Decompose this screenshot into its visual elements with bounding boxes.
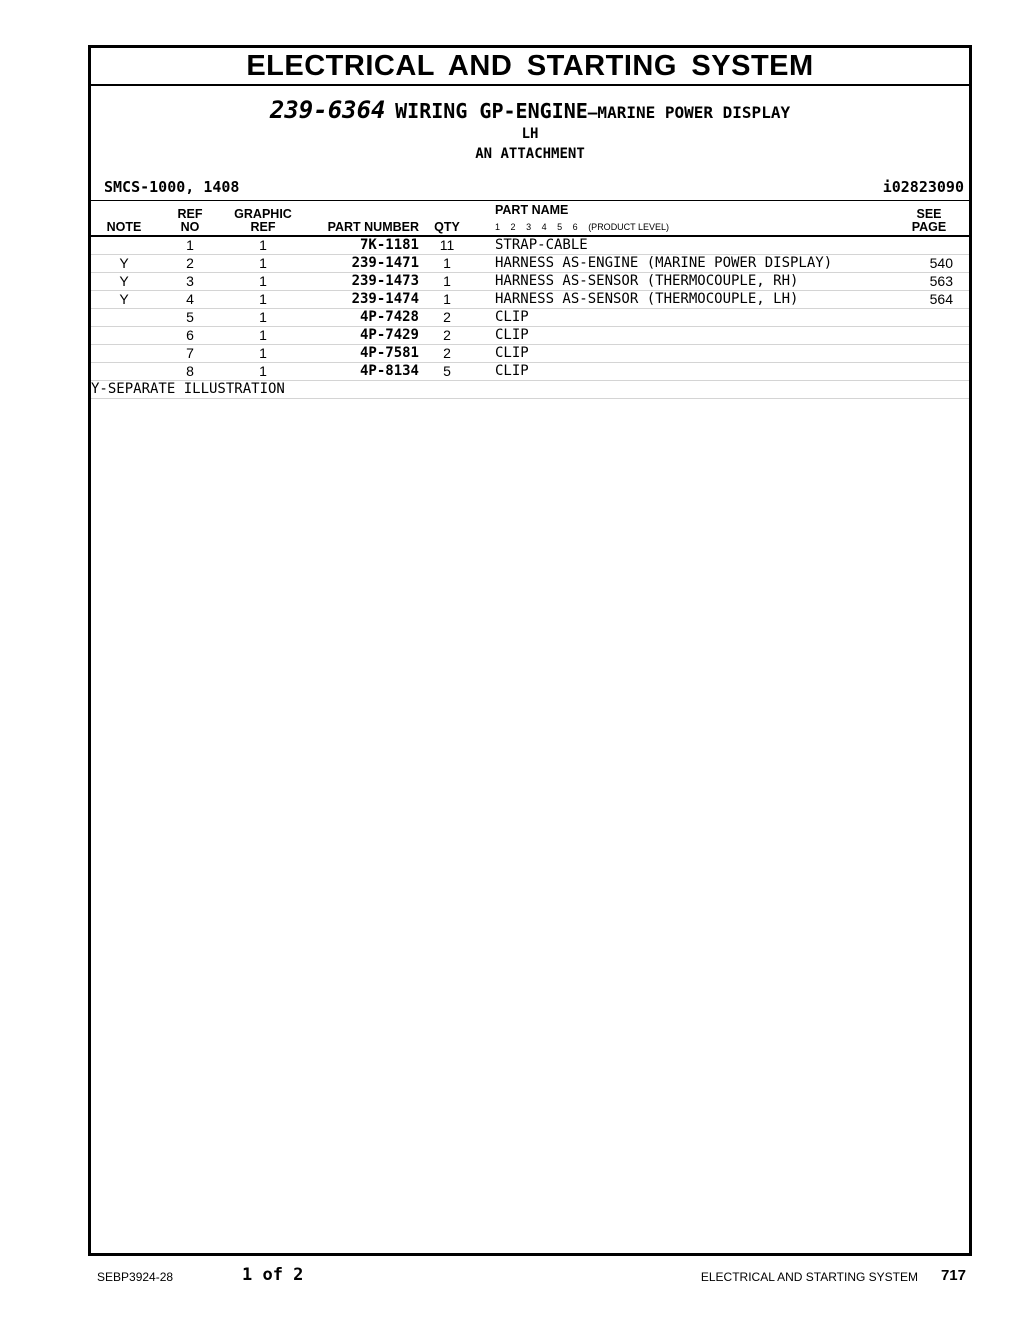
table-header-row	[91, 201, 969, 236]
page-number: 717	[940, 1267, 966, 1284]
group-subtitle: —MARINE POWER DISPLAY	[587, 103, 791, 122]
cell-part-number: 4P-7428	[303, 309, 427, 327]
group-heading	[91, 86, 969, 164]
cell-part-name: CLIP	[467, 327, 899, 345]
cell-ref: 4	[157, 291, 223, 309]
page-of: 1 of 2	[242, 1265, 304, 1285]
table-row	[91, 327, 969, 345]
cell-part-name: CLIP	[467, 363, 899, 381]
cell-ref: 7	[157, 345, 223, 363]
cell-note	[91, 363, 157, 381]
cell-ref: 5	[157, 309, 223, 327]
cell-graphic: 1	[223, 363, 303, 381]
table-row	[91, 236, 969, 255]
cell-see-page	[899, 345, 969, 363]
cell-qty: 1	[427, 273, 467, 291]
cell-ref: 8	[157, 363, 223, 381]
footnote: Y-SEPARATE ILLUSTRATION	[91, 381, 969, 399]
cell-see-page	[899, 327, 969, 345]
cell-note: Y	[91, 291, 157, 309]
table-row	[91, 345, 969, 363]
illustration-id: i02823090	[882, 178, 964, 196]
cell-graphic: 1	[223, 327, 303, 345]
cell-see-page: 564	[899, 291, 969, 309]
section-title: ELECTRICAL AND STARTING SYSTEM	[91, 48, 969, 86]
cell-see-page	[899, 363, 969, 381]
doc-number: SEBP3924-28	[97, 1270, 174, 1284]
table-row	[91, 363, 969, 381]
cell-qty: 5	[427, 363, 467, 381]
product-levels: 1 2 3 4 5 6 (PRODUCT LEVEL)	[495, 222, 670, 232]
footnote-row	[91, 381, 969, 399]
table-row	[91, 291, 969, 309]
group-number: 239-6364	[269, 96, 386, 124]
cell-qty: 2	[427, 309, 467, 327]
cell-qty: 1	[427, 291, 467, 309]
header-note: NOTE	[91, 201, 157, 236]
cell-part-name: CLIP	[467, 309, 899, 327]
footer-section: ELECTRICAL AND STARTING SYSTEM	[700, 1270, 918, 1284]
cell-see-page: 540	[899, 255, 969, 273]
cell-part-number: 239-1471	[303, 255, 427, 273]
cell-note: Y	[91, 273, 157, 291]
header-qty: QTY	[427, 201, 467, 236]
cell-graphic: 1	[223, 236, 303, 255]
cell-part-name: CLIP	[467, 345, 899, 363]
page-footer	[0, 1265, 1020, 1287]
cell-note	[91, 236, 157, 255]
group-line-2: LH	[521, 126, 539, 142]
cell-part-number: 4P-7429	[303, 327, 427, 345]
cell-graphic: 1	[223, 345, 303, 363]
cell-graphic: 1	[223, 309, 303, 327]
cell-see-page	[899, 236, 969, 255]
cell-note: Y	[91, 255, 157, 273]
cell-ref: 6	[157, 327, 223, 345]
group-name: WIRING GP-ENGINE	[395, 99, 588, 123]
cell-part-name: HARNESS AS-SENSOR (THERMOCOUPLE, LH)	[467, 291, 899, 309]
cell-part-name: STRAP-CABLE	[467, 236, 899, 255]
cell-see-page: 563	[899, 273, 969, 291]
cell-part-number: 7K-1181	[303, 236, 427, 255]
page-frame	[88, 45, 972, 1256]
cell-qty: 2	[427, 345, 467, 363]
group-line-3: AN ATTACHMENT	[475, 146, 585, 162]
cell-note	[91, 327, 157, 345]
smcs-row	[91, 178, 969, 201]
table-row	[91, 273, 969, 291]
cell-qty: 1	[427, 255, 467, 273]
cell-ref: 3	[157, 273, 223, 291]
cell-part-number: 4P-7581	[303, 345, 427, 363]
cell-qty: 2	[427, 327, 467, 345]
cell-part-number: 239-1473	[303, 273, 427, 291]
header-ref-no: REF NO	[157, 201, 223, 236]
parts-table	[91, 201, 969, 399]
group-title	[91, 96, 969, 124]
cell-part-number: 4P-8134	[303, 363, 427, 381]
cell-graphic: 1	[223, 273, 303, 291]
header-see-page: SEE PAGE	[899, 201, 969, 236]
cell-note	[91, 309, 157, 327]
cell-graphic: 1	[223, 291, 303, 309]
cell-qty: 11	[427, 236, 467, 255]
table-row	[91, 255, 969, 273]
cell-ref: 1	[157, 236, 223, 255]
cell-part-name: HARNESS AS-ENGINE (MARINE POWER DISPLAY)	[467, 255, 899, 273]
cell-see-page	[899, 309, 969, 327]
header-part-number: PART NUMBER	[303, 201, 427, 236]
cell-part-number: 239-1474	[303, 291, 427, 309]
cell-ref: 2	[157, 255, 223, 273]
smcs-code: SMCS-1000, 1408	[104, 178, 240, 196]
cell-graphic: 1	[223, 255, 303, 273]
header-graphic-ref: GRAPHIC REF	[223, 201, 303, 236]
cell-part-name: HARNESS AS-SENSOR (THERMOCOUPLE, RH)	[467, 273, 899, 291]
table-row	[91, 309, 969, 327]
cell-note	[91, 345, 157, 363]
header-part-name: PART NAME 1 2 3 4 5 6 (PRODUCT LEVEL)	[467, 201, 899, 236]
